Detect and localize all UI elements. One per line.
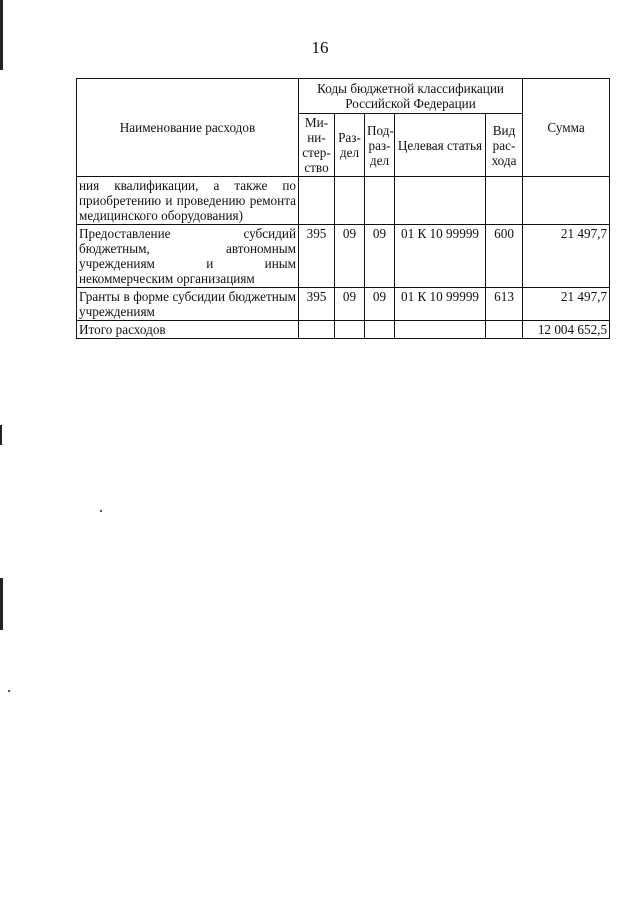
row-ministry	[299, 321, 335, 339]
row-amount: 21 497,7	[523, 288, 610, 321]
row-expense-name: ния квалификации, а также по приобретению и проведению ремонта медицинского оборудования)	[77, 177, 299, 225]
budget-table	[76, 78, 610, 339]
row-expense-type	[486, 321, 523, 339]
header-classification-codes: Коды бюджетной классификации Российской Федерации	[299, 79, 523, 114]
row-expense-name: Предоставление субсидий бюджетным, автономным учреждениям и иным некоммерческим организациям	[77, 225, 299, 288]
header-amount: Сумма	[523, 79, 610, 177]
row-ministry: 395	[299, 225, 335, 288]
table-row	[77, 177, 610, 225]
header-expense-type: Вид рас-хода	[486, 114, 523, 177]
row-expense-type	[486, 177, 523, 225]
table-row-total	[77, 321, 610, 339]
row-section	[335, 321, 365, 339]
row-ministry: 395	[299, 288, 335, 321]
header-target-article: Целевая статья	[395, 114, 486, 177]
row-subsection	[365, 177, 395, 225]
row-section: 09	[335, 225, 365, 288]
row-subsection	[365, 321, 395, 339]
page-number: 16	[311, 38, 329, 57]
header-expense-name: Наименование расходов	[77, 79, 299, 177]
scan-artifact-mark	[0, 0, 3, 70]
row-target-article	[395, 321, 486, 339]
table-row	[77, 288, 610, 321]
row-expense-name: Гранты в форме субсидии бюджетным учреждениям	[77, 288, 299, 321]
row-subsection: 09	[365, 288, 395, 321]
header-subsection: Под-раз-дел	[365, 114, 395, 177]
row-target-article: 01 К 10 99999	[395, 288, 486, 321]
row-subsection: 09	[365, 225, 395, 288]
row-ministry	[299, 177, 335, 225]
row-target-article: 01 К 10 99999	[395, 225, 486, 288]
header-section: Раз-дел	[335, 114, 365, 177]
scan-artifact-mark	[0, 578, 3, 630]
scan-speck	[100, 510, 102, 512]
scan-speck	[8, 690, 10, 692]
row-target-article	[395, 177, 486, 225]
table-row	[77, 225, 610, 288]
header-row-top	[77, 79, 610, 114]
row-amount: 12 004 652,5	[523, 321, 610, 339]
row-amount	[523, 177, 610, 225]
scan-artifact-mark	[0, 425, 2, 445]
row-expense-type: 613	[486, 288, 523, 321]
row-amount: 21 497,7	[523, 225, 610, 288]
row-expense-type: 600	[486, 225, 523, 288]
row-section: 09	[335, 288, 365, 321]
row-expense-name: Итого расходов	[77, 321, 299, 339]
row-section	[335, 177, 365, 225]
header-ministry: Ми-ни-стер-ство	[299, 114, 335, 177]
